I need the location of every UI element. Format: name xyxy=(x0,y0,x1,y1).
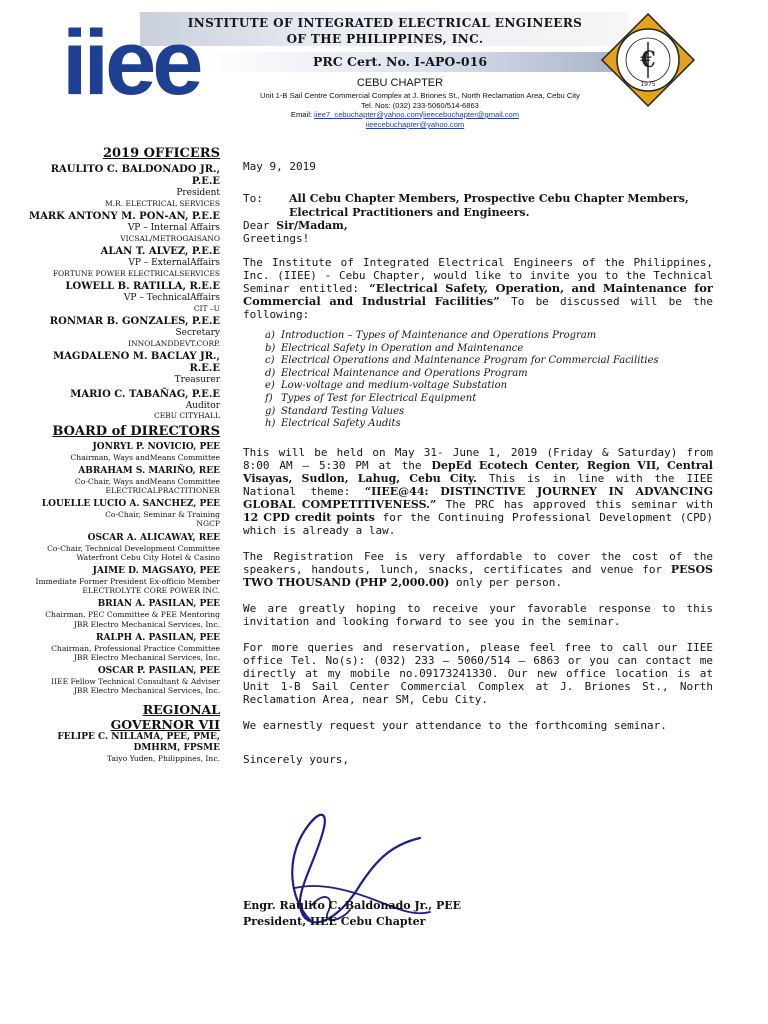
greeting: Greetings! xyxy=(243,232,310,245)
prc-cert: PRC Cert. No. I-APO-016 xyxy=(312,54,488,69)
topic-letter: c) xyxy=(265,355,275,367)
director-company: NGCP xyxy=(196,519,220,529)
chapter-address-block xyxy=(190,91,650,111)
regional-governor-name: FELIPE C. NILLAMA, PEE, PME, DMHRM, FPSME xyxy=(57,731,220,753)
cpd-text: for the Continuing Professional Development (CPD) which is already a law. xyxy=(243,510,713,537)
topic-item xyxy=(265,418,713,431)
director-entry xyxy=(20,466,220,495)
letter-date: May 9, 2019 xyxy=(243,160,316,173)
officer-name: ALAN T. ALVEZ, P.E.E xyxy=(100,246,220,257)
salutation xyxy=(243,219,713,232)
email-link-3[interactable]: iieecebuchapter@yahoo.com xyxy=(365,120,465,129)
topic-letter: e) xyxy=(265,380,275,392)
director-role: IIEE Fellow Technical Consultant & Adviser xyxy=(51,677,220,687)
director-name: OSCAR P. PASILAN, PEE xyxy=(97,666,220,677)
officer-name: RAULITO C. BALDONADO JR., P.E.E xyxy=(50,164,220,187)
officer-role: Auditor xyxy=(185,400,220,411)
director-role: Co-Chair, Ways andMeans Committee xyxy=(74,476,220,486)
officer-entry xyxy=(20,316,220,348)
fee-amount: PESOS TWO THOUSAND (PHP 2,000.00) xyxy=(243,562,713,589)
svg-text:€: € xyxy=(640,47,656,73)
cpd-points: 12 CPD credit points xyxy=(243,510,375,524)
director-role: Chairman, Professional Practice Committee xyxy=(51,643,220,653)
director-role: Chairman, PEC Committee & PEE Mentoring xyxy=(45,610,220,620)
topic-text: Types of Test for Electrical Equipment xyxy=(281,392,477,404)
director-entry xyxy=(20,499,220,528)
director-entry xyxy=(20,633,220,662)
director-entry xyxy=(20,566,220,595)
signer-name: Engr. Raulito C. Baldonado Jr., PEE xyxy=(243,899,461,912)
director-name: JAIME D. MAGSAYO, PEE xyxy=(92,565,220,576)
officers-list xyxy=(20,164,220,421)
salutation-prefix: Dear xyxy=(243,219,277,232)
director-company: JBR Electro Mechanical Services, Inc. xyxy=(73,652,220,662)
director-company: JBR Electro Mechanical Services, Inc. xyxy=(73,686,220,696)
signer-title: President, IIEE Cebu Chapter xyxy=(243,915,426,928)
director-role: Immediate Former President Ex-officio Member xyxy=(35,576,220,586)
officer-company: VICSAL/METROGAISANO xyxy=(120,233,220,243)
email-label: Email: xyxy=(290,110,312,119)
director-name: LOUELLE LUCIO A. SANCHEZ, PEE xyxy=(41,499,220,510)
national-theme: “IIEE@44: DISTINCTIVE JOURNEY IN ADVANCING GLOBAL COMPETITIVENESS.” xyxy=(243,484,714,511)
topic-text: Low-voltage and medium-voltage Substation xyxy=(281,380,508,392)
paragraph-request: We earnestly request your attendance to the forthcoming seminar. xyxy=(243,718,667,732)
director-name: BRIAN A. PASILAN, PEE xyxy=(97,599,220,610)
invitation-outro: To be discussed will be the following: xyxy=(243,295,713,321)
topic-text: Electrical Safety Audits xyxy=(281,418,401,430)
director-name: OSCAR A. ALICAWAY, REE xyxy=(87,532,220,543)
venue: DepEd Ecotech Center, Region VII, Central Visayas, Sudlon, Lahug, Cebu City. xyxy=(243,458,713,485)
topic-letter: f) xyxy=(265,392,273,404)
topic-text: Electrical Maintenance and Operations Program xyxy=(281,367,528,379)
regional-heading-line1: REGIONAL xyxy=(142,701,220,717)
recipient-block xyxy=(243,192,713,219)
topic-item xyxy=(265,380,713,393)
closing: Sincerely yours, xyxy=(243,752,349,766)
officer-role: VP – TechnicalAffairs xyxy=(123,293,220,303)
topic-letter: d) xyxy=(265,367,276,379)
email-separator: / xyxy=(421,110,424,119)
officer-entry xyxy=(20,351,220,386)
regional-governor-org: Taiyo Yuden, Philippines, Inc. xyxy=(106,753,220,763)
paragraph-contact: For more queries and reservation, please feel free to call our IIEE office Tel. No(s): (032) 233 – 5060/514 – 6863 or you can contact me directly at my mobile no.09173241330. Our new office location is at Unit 1-B Sail Center Commercial Complex at J. Briones St., North Reclamation Area, near SM, Cebu City. xyxy=(243,640,713,706)
prc-text: The PRC has approved this seminar with xyxy=(436,497,713,511)
org-name-line1: INSTITUTE OF INTEGRATED ELECTRICAL ENGINEERS xyxy=(187,16,583,30)
recipient-text: All Cebu Chapter Members, Prospective Cebu Chapter Members, Electrical Practitioners and Engineers. xyxy=(289,192,689,219)
email-link-2[interactable]: iieecebuchapter@gmail.com xyxy=(423,110,520,119)
director-role: Co-Chair, Seminar & Training xyxy=(105,510,220,520)
officer-role: President xyxy=(176,188,220,198)
topic-item xyxy=(265,368,713,381)
iiee-logo-text: iiee xyxy=(62,12,200,104)
officer-company: CIT –U xyxy=(193,303,220,313)
chapter-tel: Tel. Nos: (032) 233-5060/514-6863 xyxy=(361,101,479,110)
chapter-address: Unit 1-B Sail Centre Commercial Complex at J. Briones St., North Reclamation Area, Cebu City xyxy=(260,91,580,100)
officer-company: M.R. ELECTRICAL SERVICES xyxy=(104,198,220,208)
salutation-bold: Sir/Madam, xyxy=(276,219,348,232)
fee-text: The Registration Fee is very affordable to cover the cost of the speakers, handouts, lunch, snacks, certificates and venue for xyxy=(243,549,713,576)
letter-body xyxy=(243,160,713,766)
director-name: ABRAHAM S. MARIÑO, REE xyxy=(78,465,220,476)
seal-year: 1975 xyxy=(640,81,656,88)
email-link-1[interactable]: iiee7_cebuchapter@yahoo.com xyxy=(314,110,422,119)
letterhead xyxy=(0,0,768,140)
paragraph-schedule xyxy=(243,446,713,537)
topic-item xyxy=(265,330,713,343)
paragraph-fee xyxy=(243,550,713,589)
org-name-line2: OF THE PHILIPPINES, INC. xyxy=(286,32,484,46)
recipient-label: To: xyxy=(243,192,263,205)
officer-role: VP – Internal Affairs xyxy=(127,223,220,233)
director-name: RALPH A. PASILAN, PEE xyxy=(96,632,220,643)
director-entry xyxy=(20,666,220,695)
director-name: JONRYL P. NOVICIO, PEE xyxy=(92,441,220,452)
org-name xyxy=(150,15,620,47)
officer-name: RONMAR B. GONZALES, P.E.E xyxy=(49,316,220,327)
invitation-intro: The Institute of Integrated Electrical Engineers of the Philippines, Inc. (IIEE) - Cebu Chapter, would like to invite you to the Technical Seminar entitled: xyxy=(243,256,713,295)
fee-suffix: only per person. xyxy=(449,575,562,589)
topic-text: Introduction – Types of Maintenance and Operations Program xyxy=(281,330,597,341)
director-entry xyxy=(20,442,220,462)
director-entry xyxy=(20,599,220,628)
topic-text: Electrical Safety in Operation and Maintenance xyxy=(281,342,524,354)
topic-letter: a) xyxy=(265,330,275,341)
topic-item xyxy=(265,355,713,368)
director-company: ELECTRICALPRACTITIONER xyxy=(105,485,220,495)
director-company: ELECTROLYTE CORE POWER INC. xyxy=(82,586,220,596)
officer-entry xyxy=(20,389,220,421)
director-entry xyxy=(20,533,220,562)
officer-entry xyxy=(20,164,220,208)
officer-name: MARIO C. TABAÑAG, P.E.E xyxy=(70,388,220,400)
topics-list xyxy=(265,330,713,431)
topic-text: Standard Testing Values xyxy=(281,405,405,417)
regional-heading-line2: GOVERNOR VII xyxy=(110,716,220,732)
director-role: Co-Chair, Technical Development Committee xyxy=(47,543,220,553)
officer-company: CEBU CITYHALL xyxy=(153,411,220,420)
signer-block xyxy=(243,898,461,930)
topic-item xyxy=(265,343,713,356)
officers-heading: 2019 OFFICERS xyxy=(102,146,220,161)
officers-sidebar xyxy=(20,146,220,763)
officer-company: INNOLANDDEVT.CORP. xyxy=(128,338,220,348)
topic-text: Electrical Operations and Maintenance Program for Commercial Facilities xyxy=(281,355,659,367)
officer-entry xyxy=(20,211,220,243)
director-company: JBR Electro Mechanical Services, Inc. xyxy=(73,619,220,629)
paragraph-response: We are greatly hoping to receive your favorable response to this invitation and looking forward to see you in the seminar. xyxy=(243,601,713,628)
officer-name: LOWELL B. RATILLA, R.E.E xyxy=(65,281,220,292)
schedule-text: This will be held on May 31- June 1, 2019 (Friday & Saturday) from 8:00 AM – 5:30 PM at the xyxy=(243,445,713,472)
topic-item xyxy=(265,393,713,406)
theme-intro: This is in line with the IIEE National theme: xyxy=(243,471,713,498)
officer-role: VP – ExternalAffairs xyxy=(128,258,220,268)
director-company: Waterfront Cebu City Hotel & Casino xyxy=(76,552,220,562)
board-heading: BOARD of DIRECTORS xyxy=(52,423,220,439)
officer-name: MARK ANTONY M. PON-AN, P.E.E xyxy=(29,211,220,222)
email-line xyxy=(175,110,635,120)
chapter-name: CEBU CHAPTER xyxy=(356,77,444,89)
board-list xyxy=(20,442,220,696)
officer-company: FORTUNE POWER ELECTRICALSERVICES xyxy=(52,268,220,278)
officer-name: MAGDALENO M. BACLAY JR., R.E.E xyxy=(53,351,220,374)
officer-role: Secretary xyxy=(175,328,220,338)
officer-entry xyxy=(20,246,220,278)
topic-letter: g) xyxy=(265,405,276,417)
iiee-seal-emblem xyxy=(598,10,698,110)
officer-entry xyxy=(20,281,220,313)
seminar-title: “Electrical Safety, Operation, and Maintenance for Commercial and Industrial Facilities” xyxy=(243,281,713,308)
topic-letter: h) xyxy=(265,418,276,430)
paragraph-invitation xyxy=(243,256,713,321)
topic-letter: b) xyxy=(265,342,276,354)
officer-role: Treasurer xyxy=(174,375,220,385)
director-role: Chairman, Ways andMeans Committee xyxy=(70,452,220,462)
topic-item xyxy=(265,406,713,419)
